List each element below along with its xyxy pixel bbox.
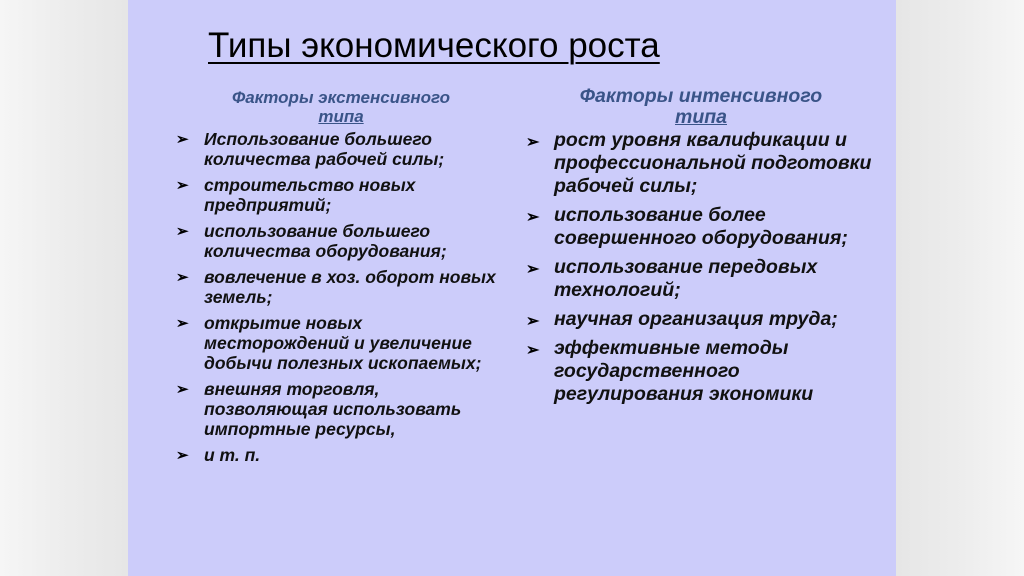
arrowhead-bullet-icon: ➢ xyxy=(526,209,540,226)
list-item: ➢ вовлечение в хоз. оборот новых земель; xyxy=(176,267,496,307)
arrowhead-bullet-icon: ➢ xyxy=(526,134,540,151)
extensive-heading-line1: Факторы экстенсивного xyxy=(231,88,451,107)
list-item: ➢ использование большего количества оборудования; xyxy=(176,221,447,261)
arrowhead-bullet-icon: ➢ xyxy=(176,223,189,240)
list-item: ➢ научная организация труда; xyxy=(526,308,876,331)
list-item: ➢ рост уровня квалификации и профессиональной подготовки рабочей силы; xyxy=(526,129,872,197)
extensive-factors-column xyxy=(176,88,506,471)
arrowhead-bullet-icon: ➢ xyxy=(176,269,189,286)
arrowhead-bullet-icon: ➢ xyxy=(176,315,189,332)
extensive-factors-list xyxy=(176,129,506,465)
list-item: ➢ Использование большего количества рабочей силы; xyxy=(176,129,445,169)
arrowhead-bullet-icon: ➢ xyxy=(526,342,540,359)
intensive-factors-heading xyxy=(526,86,876,128)
list-item: ➢ внешняя торговля, позволяющая использовать импортные ресурсы, xyxy=(176,379,462,439)
slide-title: Типы экономического роста xyxy=(208,26,660,65)
slide xyxy=(128,0,896,576)
intensive-heading-line1: Факторы интенсивного xyxy=(579,85,823,107)
arrowhead-bullet-icon: ➢ xyxy=(176,381,189,398)
list-item: ➢ и т. п. xyxy=(176,445,261,465)
arrowhead-bullet-icon: ➢ xyxy=(526,313,540,330)
extensive-heading-line2: типа xyxy=(318,107,364,126)
list-item: ➢ открытие новых месторождений и увеличение добычи полезных ископаемых; xyxy=(176,313,482,373)
list-item: ➢ использование более совершенного оборудования; xyxy=(526,204,848,249)
intensive-factors-column xyxy=(526,86,876,412)
arrowhead-bullet-icon: ➢ xyxy=(526,261,540,278)
arrowhead-bullet-icon: ➢ xyxy=(176,447,189,464)
list-item: ➢ использование передовых технологий; xyxy=(526,256,818,301)
intensive-heading-line2: типа xyxy=(674,106,727,128)
extensive-factors-heading xyxy=(176,88,506,126)
list-item: ➢ строительство новых предприятий; xyxy=(176,175,416,215)
list-item: ➢ эффективные методы государственного регулирования экономики xyxy=(526,337,814,405)
arrowhead-bullet-icon: ➢ xyxy=(176,131,189,148)
intensive-factors-list xyxy=(526,129,876,406)
arrowhead-bullet-icon: ➢ xyxy=(176,177,189,194)
